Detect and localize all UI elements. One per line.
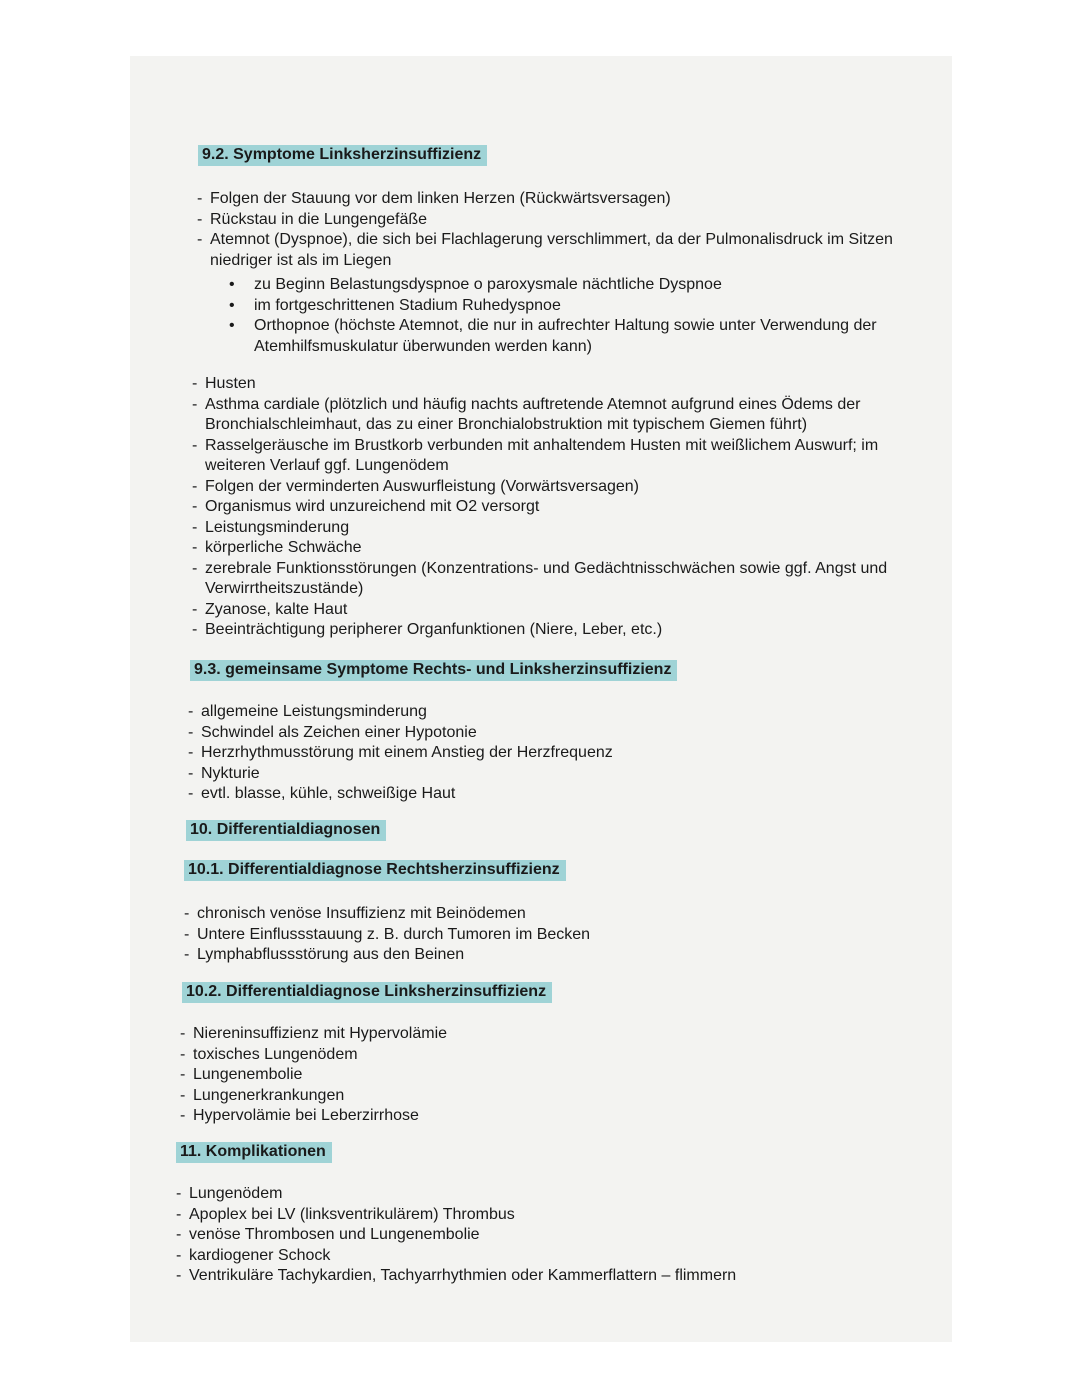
section-heading: 9.2. Symptome Linksherzinsuffizienz	[198, 145, 487, 166]
bullet-item: • Orthopnoe (höchste Atemnot, die nur in aufrechter Haltung sowie unter Verwendung der Atemhilfsmuskulatur überwunden werden kann)	[227, 316, 947, 357]
complications-list	[176, 1184, 826, 1287]
list-item: - Lungenerkrankungen	[180, 1086, 780, 1107]
list-item: - Untere Einflussstauung z. B. durch Tumoren im Becken	[184, 925, 784, 946]
list-item: - Lymphabflussstörung aus den Beinen	[184, 945, 784, 966]
list-item: - Schwindel als Zeichen einer Hypotonie	[188, 723, 788, 744]
list-item: - Beeinträchtigung peripherer Organfunktionen (Niere, Leber, etc.)	[192, 620, 910, 641]
list-item: - kardiogener Schock	[176, 1246, 826, 1267]
list-item: - Apoplex bei LV (linksventrikulärem) Thrombus	[176, 1205, 826, 1226]
list-item: - Ventrikuläre Tachykardien, Tachyarrhythmien oder Kammerflattern – flimmern	[176, 1266, 826, 1287]
differential-left-list	[180, 1024, 780, 1127]
list-item: - Zyanose, kalte Haut	[192, 600, 910, 621]
list-item: - Hypervolämie bei Leberzirrhose	[180, 1106, 780, 1127]
section-heading: 10.2. Differentialdiagnose Linksherzinsuffizienz	[182, 982, 552, 1003]
symptom-list	[197, 189, 922, 271]
list-item: - Nykturie	[188, 764, 788, 785]
list-item: - chronisch venöse Insuffizienz mit Beinödemen	[184, 904, 784, 925]
dyspnoe-bullet-list	[227, 275, 947, 357]
list-item: - allgemeine Leistungsminderung	[188, 702, 788, 723]
list-item: - toxisches Lungenödem	[180, 1045, 780, 1066]
section-10-heading-wrap	[186, 820, 386, 841]
list-item: - Niereninsuffizienz mit Hypervolämie	[180, 1024, 780, 1045]
section-10-1-heading-wrap	[184, 860, 566, 881]
list-item: - körperliche Schwäche	[192, 538, 910, 559]
list-item: - Asthma cardiale (plötzlich und häufig nachts auftretende Atemnot aufgrund eines Ödems der Bronchialschleimhaut, das zu einer Bronchialobstruktion mit typischem Giemen führt)	[192, 395, 910, 436]
section-11-heading-wrap	[176, 1142, 332, 1163]
list-item: - Lungenödem	[176, 1184, 826, 1205]
bullet-item: • zu Beginn Belastungsdyspnoe o paroxysmale nächtliche Dyspnoe	[227, 275, 947, 296]
list-item: - Folgen der Stauung vor dem linken Herzen (Rückwärtsversagen)	[197, 189, 922, 210]
list-item: - zerebrale Funktionsstörungen (Konzentrations- und Gedächtnisschwächen sowie ggf. Angst und Verwirrtheitszustände)	[192, 559, 910, 600]
section-10-2-heading-wrap	[182, 982, 552, 1003]
symptom-list-continued	[192, 374, 910, 641]
list-item: - Rasselgeräusche im Brustkorb verbunden mit anhaltendem Husten mit weißlichem Auswurf; im weiteren Verlauf ggf. Lungenödem	[192, 436, 910, 477]
list-item: - Leistungsminderung	[192, 518, 910, 539]
list-item: - Herzrhythmusstörung mit einem Anstieg der Herzfrequenz	[188, 743, 788, 764]
list-item: - Rückstau in die Lungengefäße	[197, 210, 922, 231]
section-heading: 9.3. gemeinsame Symptome Rechts- und Linksherzinsuffizienz	[190, 660, 677, 681]
list-item: - venöse Thrombosen und Lungenembolie	[176, 1225, 826, 1246]
common-symptom-list	[188, 702, 788, 805]
list-item: - evtl. blasse, kühle, schweißige Haut	[188, 784, 788, 805]
section-heading: 11. Komplikationen	[176, 1142, 332, 1163]
differential-right-list	[184, 904, 784, 966]
list-item: - Folgen der verminderten Auswurfleistung (Vorwärtsversagen)	[192, 477, 910, 498]
list-item: - Lungenembolie	[180, 1065, 780, 1086]
bullet-item: • im fortgeschrittenen Stadium Ruhedyspnoe	[227, 296, 947, 317]
list-item: - Husten	[192, 374, 910, 395]
section-heading: 10. Differentialdiagnosen	[186, 820, 386, 841]
section-9-2-heading-wrap	[198, 145, 487, 166]
list-item: - Organismus wird unzureichend mit O2 versorgt	[192, 497, 910, 518]
list-item: - Atemnot (Dyspnoe), die sich bei Flachlagerung verschlimmert, da der Pulmonalisdruck im Sitzen niedriger ist als im Liegen	[197, 230, 922, 271]
section-heading: 10.1. Differentialdiagnose Rechtsherzinsuffizienz	[184, 860, 566, 881]
section-9-3-heading-wrap	[190, 660, 677, 681]
